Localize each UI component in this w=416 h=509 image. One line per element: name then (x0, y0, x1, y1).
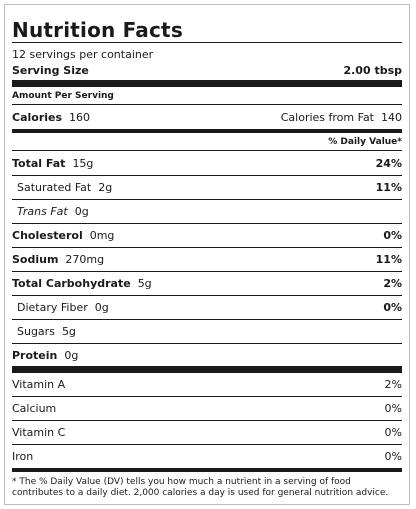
calories-from-fat-label: Calories from Fat (280, 111, 374, 124)
divider-thin (12, 420, 402, 421)
nutrient-amount: 5g (137, 277, 152, 290)
nutrient-daily-value: 2% (383, 277, 402, 290)
divider-thin (12, 175, 402, 176)
nutrient-row-sodium (12, 253, 402, 266)
divider-thin (12, 343, 402, 344)
amount-per-serving-label: Amount Per Serving (12, 91, 114, 101)
calories-row (12, 111, 402, 124)
calories-label: Calories (12, 111, 63, 124)
nutrient-amount: 0mg (89, 229, 115, 242)
vitamin-daily-value: 0% (384, 426, 402, 439)
nutrient-row-trans-fat (12, 205, 402, 218)
divider-thin (12, 319, 402, 320)
nutrient-daily-value: 0% (383, 229, 402, 242)
nutrient-daily-value: 11% (375, 253, 402, 266)
nutrient-daily-value: 24% (375, 157, 402, 170)
nutrient-label: Trans Fat (17, 205, 68, 218)
nutrient-label: Sugars (17, 325, 55, 338)
nutrient-amount: 0g (64, 349, 79, 362)
divider-medium (12, 468, 402, 472)
serving-size-value: 2.00 tbsp (343, 64, 402, 77)
nutrition-label (4, 4, 410, 505)
nutrient-amount: 0g (94, 301, 109, 314)
nutrient-label: Total Carbohydrate (12, 277, 131, 290)
divider-thin (12, 42, 402, 43)
vitamin-daily-value: 0% (384, 450, 402, 463)
calories-from-fat-value: 140 (381, 111, 402, 124)
vitamin-row-vitamin-c (12, 426, 402, 439)
servings-row (12, 48, 402, 61)
daily-value-header: % Daily Value* (328, 137, 402, 147)
vitamin-label: Iron (12, 450, 34, 463)
nutrient-row-protein (12, 349, 402, 362)
nutrient-amount: 270mg (65, 253, 105, 266)
servings-per-container: 12 servings per container (12, 48, 154, 61)
nutrient-row-total-carbohydrate (12, 277, 402, 290)
label-title: Nutrition Facts (12, 18, 183, 42)
nutrient-amount: 0g (74, 205, 89, 218)
vitamin-label: Vitamin A (12, 378, 66, 391)
vitamin-row-iron (12, 450, 402, 463)
nutrient-daily-value: 0% (383, 301, 402, 314)
divider-thin (12, 271, 402, 272)
vitamin-label: Vitamin C (12, 426, 66, 439)
divider-thin (12, 199, 402, 200)
amount-per-serving-row (12, 91, 402, 101)
footnote: * The % Daily Value (DV) tells you how much a nutrient in a serving of food contributes to a daily diet. 2,000 calories a day is used for general nutrition advice. (12, 477, 389, 498)
nutrient-label: Saturated Fat (17, 181, 92, 194)
serving-size-label: Serving Size (12, 64, 89, 77)
nutrient-amount: 2g (98, 181, 113, 194)
daily-value-header-row (12, 137, 402, 147)
vitamin-row-calcium (12, 402, 402, 415)
divider-thin (12, 247, 402, 248)
nutrient-label: Protein (12, 349, 58, 362)
divider-thick (12, 366, 402, 373)
divider-thin (12, 150, 402, 151)
nutrient-row-total-fat (12, 157, 402, 170)
nutrient-label: Cholesterol (12, 229, 83, 242)
nutrient-row-cholesterol (12, 229, 402, 242)
nutrient-row-sugars (12, 325, 402, 338)
calories-value: 160 (69, 111, 91, 124)
divider-thin (12, 396, 402, 397)
vitamin-daily-value: 2% (384, 378, 402, 391)
nutrient-amount: 15g (72, 157, 94, 170)
nutrient-daily-value: 11% (375, 181, 402, 194)
nutrient-amount: 5g (61, 325, 76, 338)
nutrient-label: Dietary Fiber (17, 301, 88, 314)
divider-thin (12, 104, 402, 105)
nutrient-label: Sodium (12, 253, 59, 266)
vitamin-row-vitamin-a (12, 378, 402, 391)
vitamin-daily-value: 0% (384, 402, 402, 415)
nutrient-label: Total Fat (12, 157, 66, 170)
nutrition-label-content (12, 5, 402, 504)
serving-size-row (12, 64, 402, 77)
nutrient-row-dietary-fiber (12, 301, 402, 314)
divider-medium (12, 129, 402, 133)
vitamin-label: Calcium (12, 402, 57, 415)
divider-thin (12, 223, 402, 224)
nutrient-row-saturated-fat (12, 181, 402, 194)
divider-thin (12, 444, 402, 445)
divider-thick (12, 80, 402, 87)
divider-thin (12, 295, 402, 296)
